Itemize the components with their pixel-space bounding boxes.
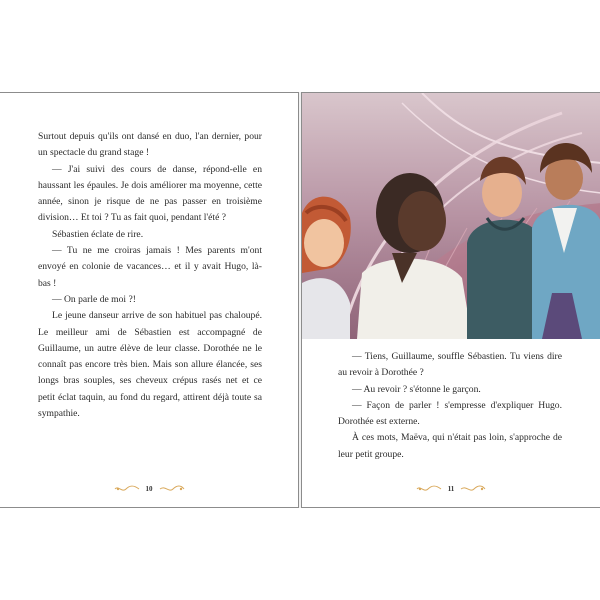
flourish-ornament-icon xyxy=(159,485,185,493)
right-page xyxy=(301,92,600,508)
page-number-footer xyxy=(0,485,298,493)
flourish-ornament-icon xyxy=(114,485,140,493)
paragraph: Sébastien éclate de rire. xyxy=(52,228,144,240)
flourish-ornament-icon xyxy=(460,485,486,493)
paragraph: À ces mots, Maëva, qui n'était pas loin, s'approche de leur petit groupe. xyxy=(338,432,562,460)
page-number: 11 xyxy=(447,485,455,493)
paragraph: Surtout depuis qu'ils ont dansé en duo, l'an dernier, pour un spectacle du grand stage ! xyxy=(38,131,262,159)
paragraph: — Tu ne me croiras jamais ! Mes parents m'ont envoyé en colonie de vacances… et il y avait Hugo, là-bas ! xyxy=(38,245,262,289)
paragraph: — J'ai suivi des cours de danse, répond-elle en haussant les épaules. Je dois améliorer ma moyenne, cette année, sinon je risque de ne pas passer en troisième division… Et toi ? Tu as fait quoi, pendant l'été ? xyxy=(38,163,262,224)
paragraph: — Tiens, Guillaume, souffle Sébastien. Tu viens dire au revoir à Dorothée ? xyxy=(338,351,562,379)
paragraph: — Façon de parler ! s'empresse d'expliquer Hugo. Dorothée est externe. xyxy=(338,399,562,428)
book-spread xyxy=(0,92,600,508)
paragraph: — On parle de moi ?! xyxy=(52,293,136,305)
page-number: 10 xyxy=(145,485,153,493)
page-number-footer xyxy=(302,485,600,493)
paragraph: — Au revoir ? s'étonne le garçon. xyxy=(352,383,481,395)
illustration xyxy=(302,93,600,339)
paragraph: Le jeune danseur arrive de son habituel pas chaloupé. Le meilleur ami de Sébastien est accompagné de Guillaume, un autre élève de leur classe. Dorothée ne le connaît pas encore très bien. Mais son allure élancée, ses longs bras souples, ses cheveux crépus rasés net et ce petit éclat taquin, au fond du regard, attirent déjà toute sa sympathie. xyxy=(38,310,262,420)
left-page xyxy=(0,92,299,508)
right-page-text xyxy=(338,349,562,463)
left-page-text xyxy=(38,129,262,422)
flourish-ornament-icon xyxy=(416,485,442,493)
